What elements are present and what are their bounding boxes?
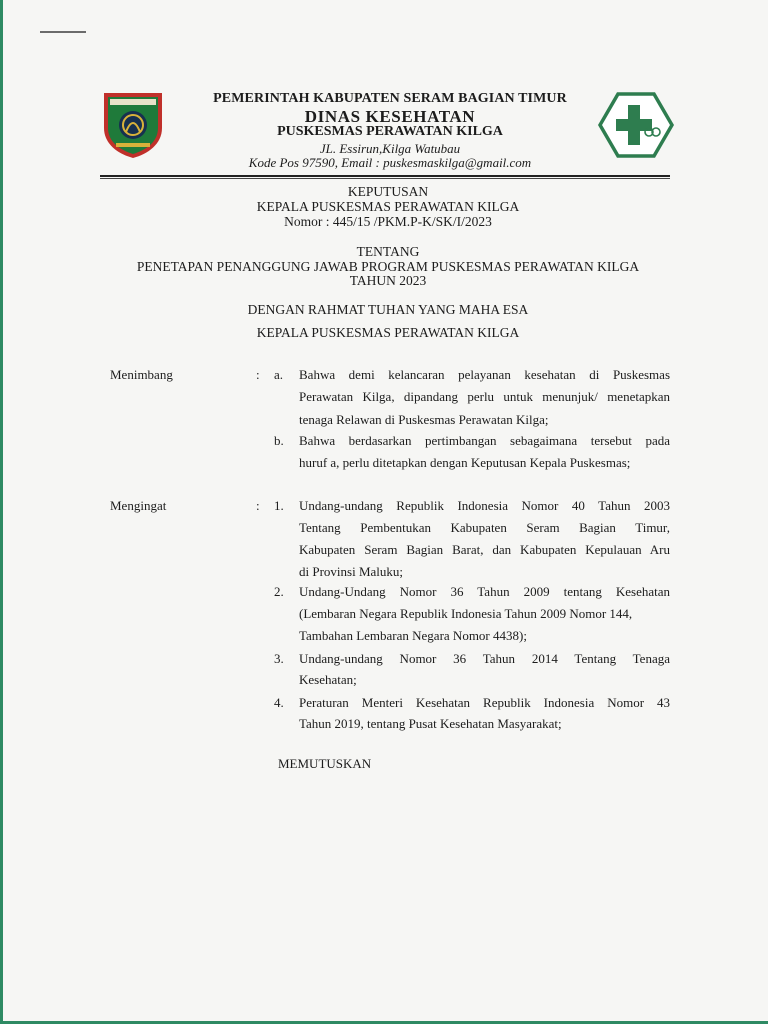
mengingat-1-line-1: Undang-undang Republik Indonesia Nomor 40 Tahun 2003 (299, 498, 670, 513)
letterhead-contact: Kode Pos 97590, Email : puskesmaskilga@gmail.com (248, 155, 532, 170)
menimbang-a-marker: a. (274, 367, 284, 382)
mengingat-3-line-1: Undang-undang Nomor 36 Tahun 2014 Tentang Tenaga (299, 651, 670, 666)
mengingat-3-marker: 3. (274, 651, 284, 666)
letterhead-rule-thin (100, 178, 670, 179)
letterhead-department: DINAS KESEHATAN (304, 107, 476, 126)
mengingat-label: Mengingat (110, 498, 167, 513)
menimbang-a-line-3: tenaga Relawan di Puskesmas Perawatan Kilga; (299, 412, 549, 427)
menimbang-b-marker: b. (274, 433, 284, 448)
letterhead-rule (100, 175, 670, 177)
subject-line-2: TAHUN 2023 (349, 273, 427, 288)
mengingat-4-line-2: Tahun 2019, tentang Pusat Kesehatan Masyarakat; (299, 716, 562, 731)
invocation: DENGAN RAHMAT TUHAN YANG MAHA ESA (247, 302, 529, 317)
page-edge-left (0, 0, 3, 1024)
mengingat-2-line-3: Tambahan Lembaran Negara Nomor 4438); (299, 628, 527, 643)
regency-crest-icon (100, 90, 166, 160)
doc-number: Nomor : 445/15 /PKM.P-K/SK/I/2023 (284, 214, 492, 229)
letterhead-unit: PUSKESMAS PERAWATAN KILGA (277, 124, 503, 139)
mengingat-1-marker: 1. (274, 498, 284, 513)
letterhead-government: PEMERINTAH KABUPATEN SERAM BAGIAN TIMUR (213, 91, 567, 106)
mengingat-3-line-2: Kesehatan; (299, 672, 357, 687)
menimbang-a-line-1: Bahwa demi kelancaran pelayanan kesehatan di Puskesmas (299, 367, 670, 382)
menimbang-a-line-2: Perawatan Kilga, dipandang perlu untuk menunjuk/ menetapkan (299, 389, 670, 404)
decision-label: MEMUTUSKAN (278, 756, 372, 771)
doc-type: KEPUTUSAN (347, 184, 429, 199)
mengingat-1-line-2: Tentang Pembentukan Kabupaten Seram Bagian Timur, (299, 520, 670, 535)
mengingat-4-marker: 4. (274, 695, 284, 710)
puskesmas-cross-icon (598, 92, 674, 158)
menimbang-label: Menimbang (110, 367, 173, 382)
subject-line-1: PENETAPAN PENANGGUNG JAWAB PROGRAM PUSKESMAS PERAWATAN KILGA (136, 259, 640, 274)
menimbang-b-line-1: Bahwa berdasarkan pertimbangan sebagaimana tersebut pada (299, 433, 670, 448)
letterhead-address: JL. Essirun,Kilga Watubau (319, 141, 461, 156)
mengingat-2-line-2: (Lembaran Negara Republik Indonesia Tahun 2009 Nomor 144, (299, 606, 633, 621)
mengingat-1-line-4: di Provinsi Maluku; (299, 564, 404, 579)
mengingat-4-line-1: Peraturan Menteri Kesehatan Republik Indonesia Nomor 43 (299, 695, 670, 710)
doc-issuer: KEPALA PUSKESMAS PERAWATAN KILGA (256, 199, 520, 214)
mengingat-2-marker: 2. (274, 584, 284, 599)
menimbang-colon: : (256, 367, 260, 382)
about-label: TENTANG (356, 244, 420, 259)
mengingat-colon: : (256, 498, 260, 513)
issuer-repeat: KEPALA PUSKESMAS PERAWATAN KILGA (256, 325, 520, 340)
menimbang-b-line-2: huruf a, perlu ditetapkan dengan Keputusan Kepala Puskesmas; (299, 455, 631, 470)
mengingat-2-line-1: Undang-Undang Nomor 36 Tahun 2009 tentang Kesehatan (299, 584, 670, 599)
mengingat-1-line-3: Kabupaten Seram Bagian Barat, dan Kabupaten Kepulauan Aru (299, 542, 670, 557)
scan-mark (40, 31, 86, 33)
